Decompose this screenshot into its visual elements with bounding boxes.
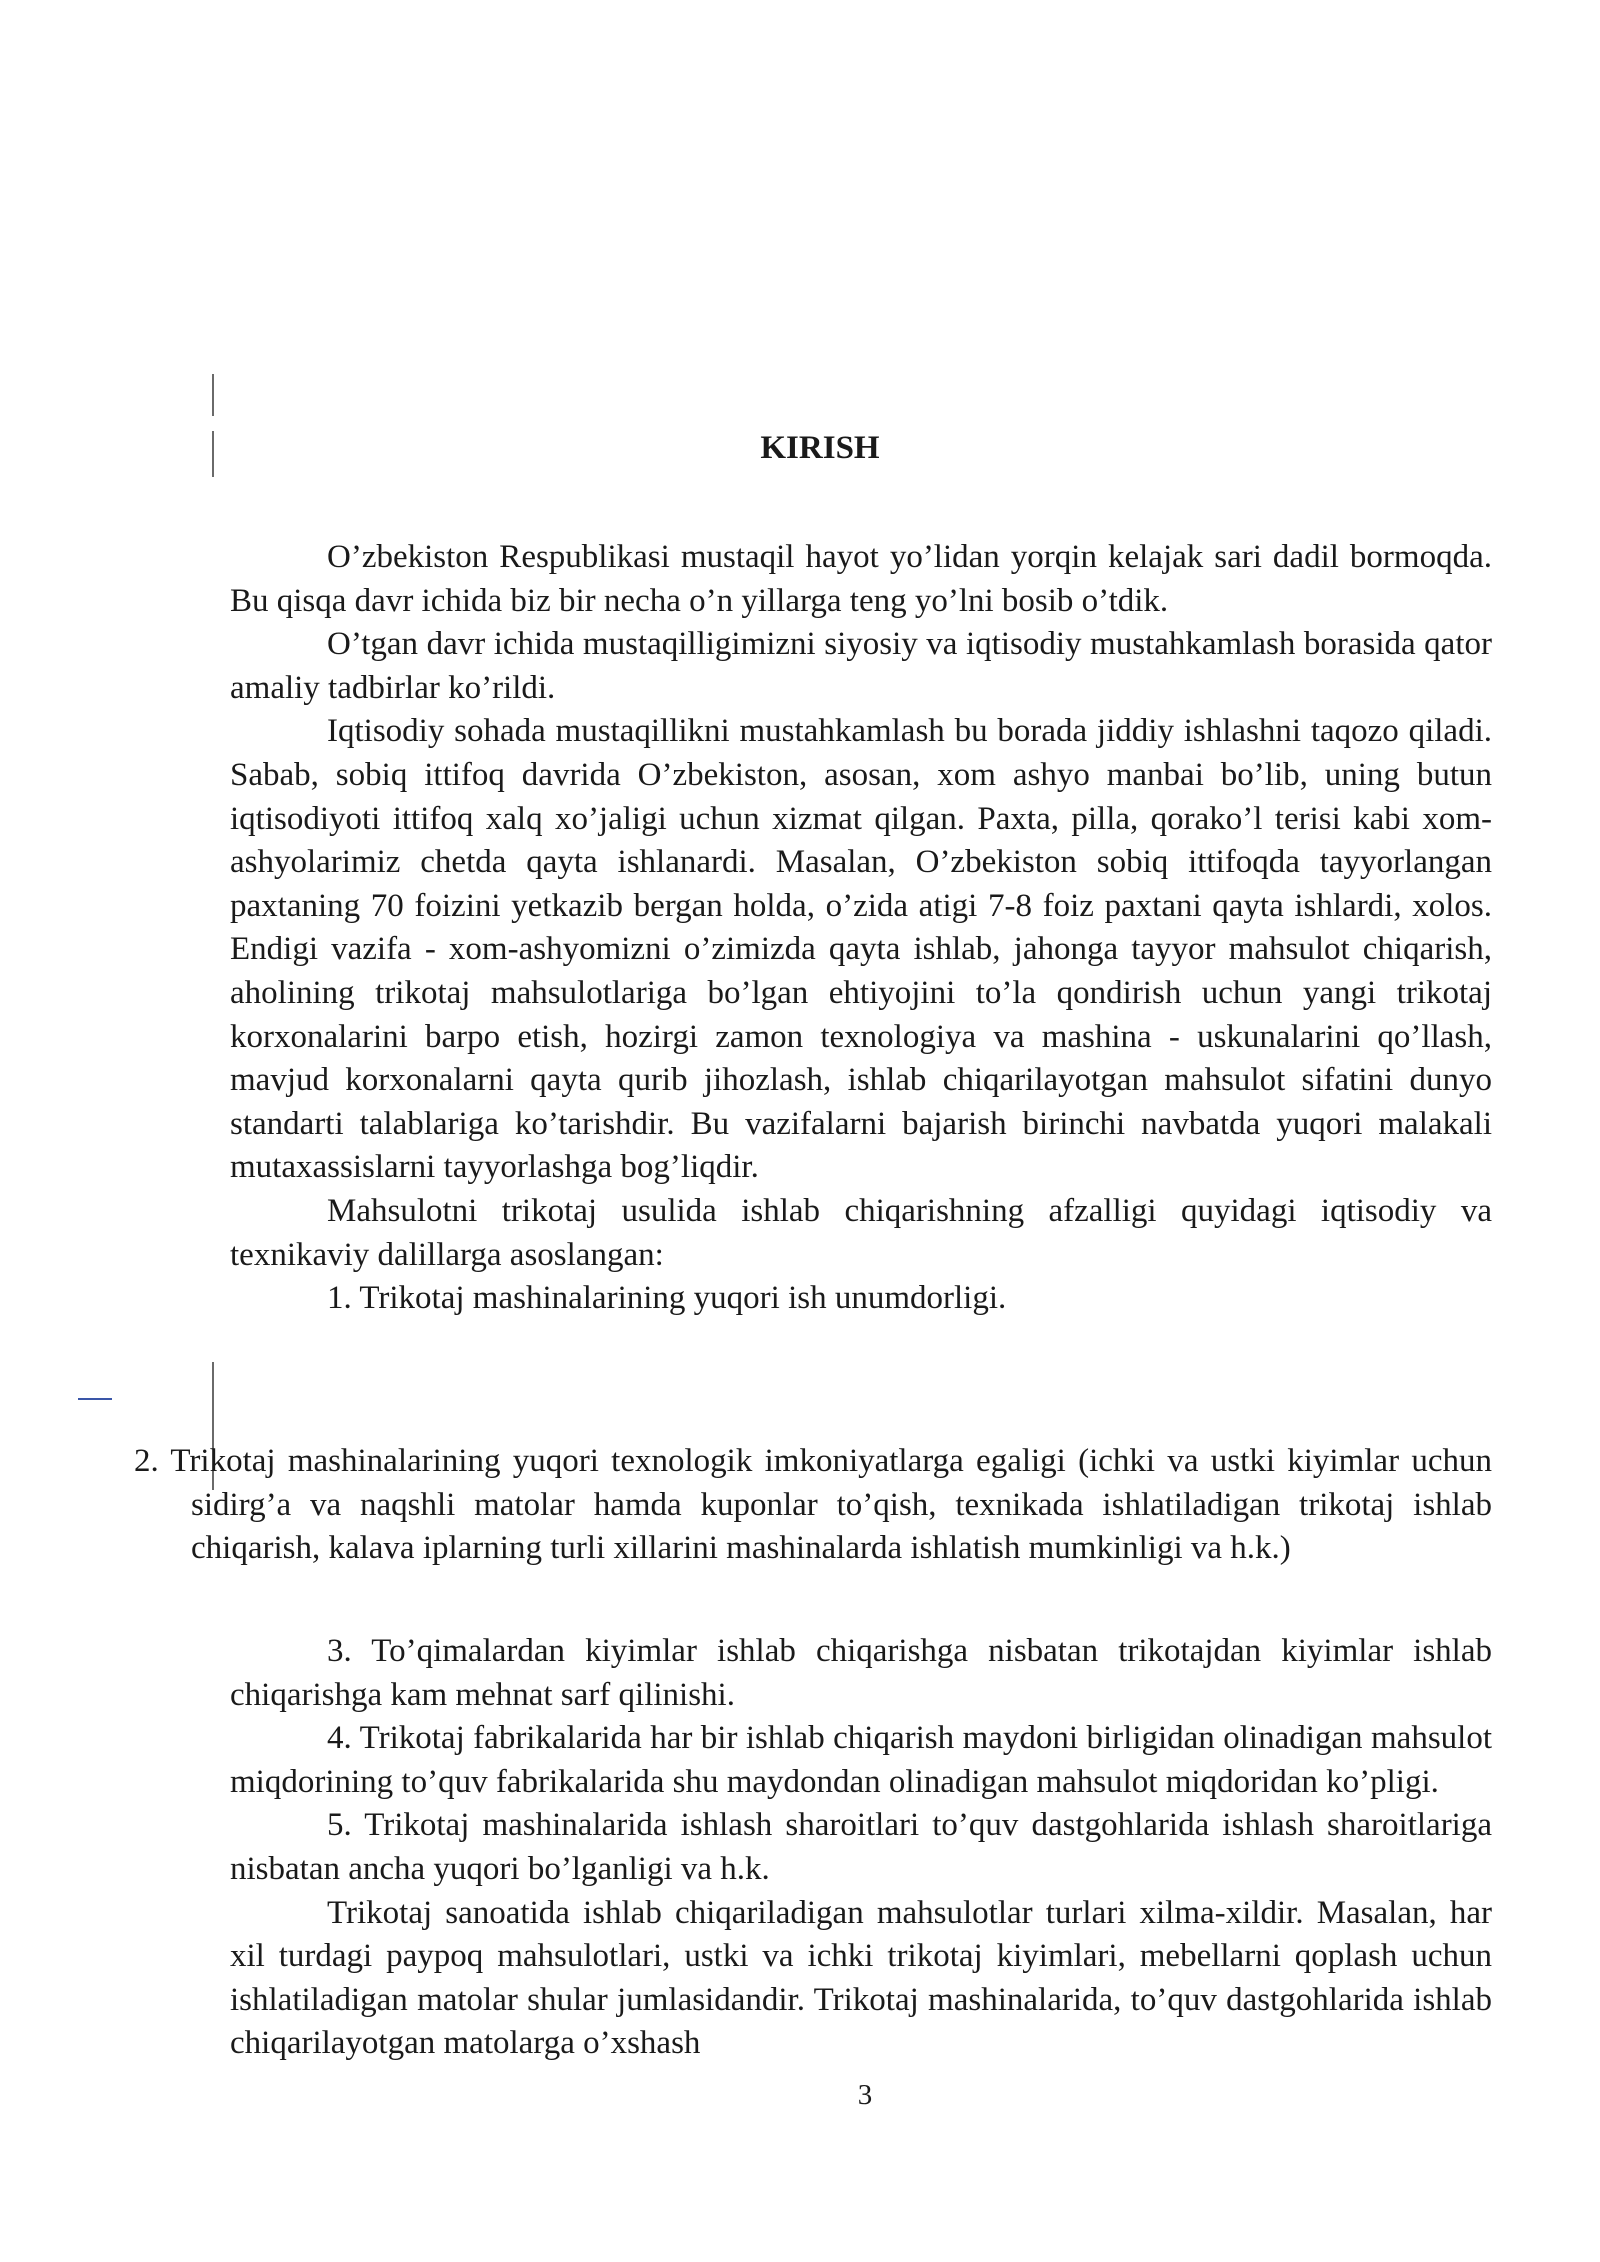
page-number: 3	[857, 2079, 873, 2111]
list-item-2-block	[134, 1440, 1492, 1571]
page-title: KIRISH	[760, 430, 880, 466]
body-block-1	[230, 536, 1492, 1321]
margin-dash-mark	[78, 1398, 112, 1400]
body-block-2	[230, 1630, 1492, 2066]
paragraph-2: O’tgan davr ichida mustaqilligimizni siyosiy va iqtisodiy mustahkamlash borasida qator amaliy tadbirlar ko’rildi.	[230, 626, 1492, 706]
paragraph-3: Iqtisodiy sohada mustaqillikni mustahkamlash bu borada jiddiy ishlashni taqozo qiladi. Sabab, sobiq ittifoq davrida O’zbekiston, asosan, xom ashyo manbai bo’lib, uning butun iqtisodiyoti ittifoq xalq xo’jaligi uchun xizmat qilgan. Paxta, pilla, qorako’l terisi kabi xom-ashyolarimiz chetda qayta ishlanardi. Masalan, O’zbekiston sobiq ittifoqda tayyorlangan paxtaning 70 foizini yetkazib bergan holda, o’zida atigi 7-8 foiz paxtani qayta ishlardi, xolos. Endigi vazifa - xom-ashyomizni o’zimizda qayta ishlab, jahonga tayyor mahsulot chiqarish, aholining trikotaj mahsulotlariga bo’lgan ehtiyojini to’la qondirish uchun yangi trikotaj korxonalarini barpo etish, hozirgi zamon texnologiya va mashina - uskunalarini qo’llash, mavjud korxonalarni qayta qurib jihozlash, ishlab chiqarilayotgan mahsulot sifatini dunyo standarti talablariga ko’tarishdir. Bu vazifalarni bajarish birinchi navbatda yuqori malakali mutaxassislarni tayyorlashga bog’liqdir.	[230, 713, 1492, 1186]
list-item-1: 1. Trikotaj mashinalarining yuqori ish unumdorligi.	[327, 1280, 1007, 1317]
list-item-2: 2. Trikotaj mashinalarining yuqori texnologik imkoniyatlarga egaligi (ichki va ustki kiyimlar uchun sidirg’a va naqshli matolar hamda kuponlar to’qish, texnikada ishlatiladigan trikotaj ishlab chiqarish, kalava iplarning turli xillarini mashinalarda ishlatish mumkinligi va h.k.)	[134, 1443, 1492, 1567]
paragraph-4: Mahsulotni trikotaj usulida ishlab chiqarishning afzalligi quyidagi iqtisodiy va texnikaviy dalillarga asoslangan:	[230, 1192, 1492, 1273]
margin-mark-top-1	[212, 374, 214, 416]
paragraph-5: Trikotaj sanoatida ishlab chiqariladigan mahsulotlar turlari xilma-xildir. Masalan, har xil turdagi paypoq mahsulotlari, ustki va ichki trikotaj kiyimlari, mebellarni qoplash uchun ishlatiladigan matolar shular jumlasidandir. Trikotaj mashinalarida, to’quv dastgohlarida ishlab chiqarilayotgan matolarga o’xshash	[230, 1894, 1492, 2062]
list-item-5: 5. Trikotaj mashinalarida ishlash sharoitlari to’quv dastgohlarida ishlash sharoitlariga nisbatan ancha yuqori bo’lganligi va h.k.	[230, 1807, 1492, 1887]
list-item-4: 4. Trikotaj fabrikalarida har bir ishlab chiqarish maydoni birligidan olinadigan mahsulot miqdorining to’quv fabrikalarida shu maydondan olinadigan mahsulot miqdoridan ko’pligi.	[230, 1720, 1492, 1800]
paragraph-1: O’zbekiston Respublikasi mustaqil hayot yo’lidan yorqin kelajak sari dadil bormoqda. Bu qisqa davr ichida biz bir necha o’n yillarga teng yo’lni bosib o’tdik.	[230, 539, 1492, 619]
list-item-3: 3. To’qimalardan kiyimlar ishlab chiqarishga nisbatan trikotajdan kiyimlar ishlab chiqarishga kam mehnat sarf qilinishi.	[230, 1633, 1492, 1713]
